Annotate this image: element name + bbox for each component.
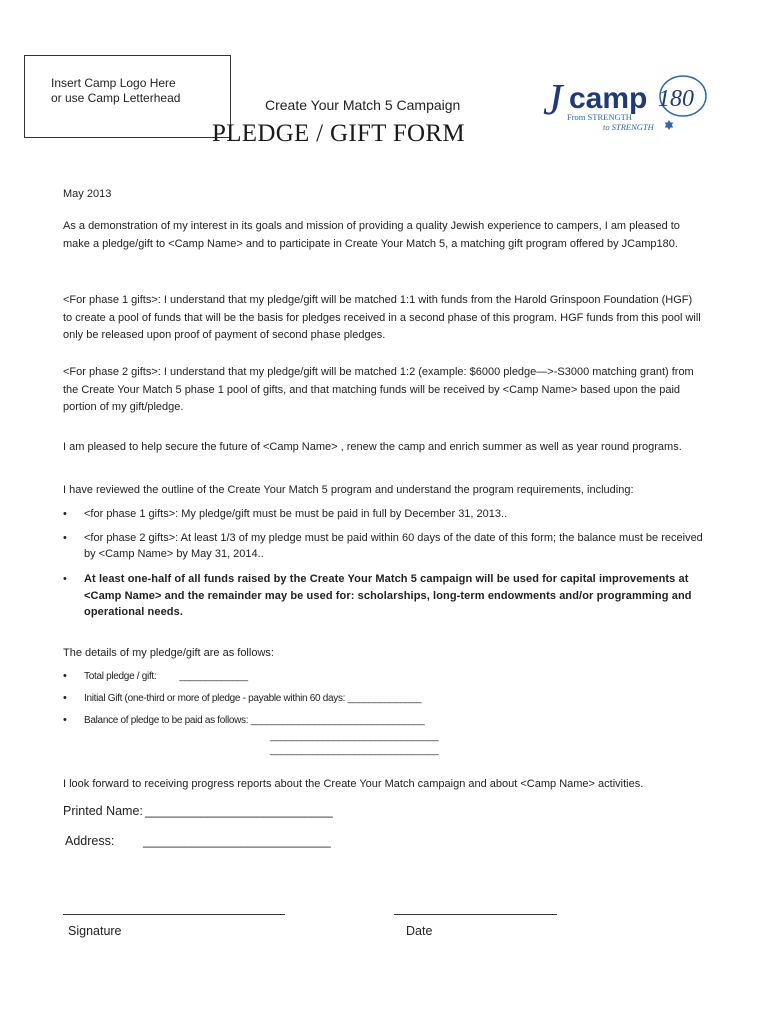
address-label: Address:	[65, 834, 115, 848]
bullet-icon: •	[63, 508, 67, 520]
logo-tagline-1: From STRENGTH	[567, 112, 632, 122]
balance-blank-line-3[interactable]: ________________________________	[270, 745, 439, 756]
bullet-icon: •	[63, 532, 67, 544]
requirement-text: <for phase 2 gifts>: At least 1/3 of my pledge must be paid within 60 days of the date of this form; the balance must be received by <Camp Name> by May 31, 2014..	[84, 532, 703, 560]
letter-date: May 2013	[63, 188, 112, 200]
jcamp180-logo-graphic	[533, 58, 719, 148]
requirement-item	[63, 530, 703, 562]
date-label: Date	[406, 924, 433, 938]
requirement-item	[63, 506, 703, 524]
jcamp180-logo	[533, 58, 719, 148]
address-field[interactable]: ___________________________	[143, 834, 331, 848]
detail-blank[interactable]: _____________	[179, 671, 248, 682]
printed-name-field[interactable]: ___________________________	[145, 804, 333, 818]
detail-label: Initial Gift (one-third or more of pledge - payable within 60 days:	[84, 693, 346, 704]
requirement-item	[63, 571, 703, 621]
detail-blank[interactable]: _________________________________	[250, 715, 425, 726]
detail-label: Total pledge / gift:	[84, 671, 157, 682]
secure-paragraph: I am pleased to help secure the future of <Camp Name> , renew the camp and enrich summer as well as year round programs.	[63, 441, 682, 453]
printed-name-label: Printed Name:	[63, 804, 143, 818]
requirement-text: <for phase 1 gifts>: My pledge/gift must be must be paid in full by December 31, 2013..	[84, 508, 508, 520]
logo-tagline-2: to STRENGTH	[603, 122, 654, 132]
logo-j: J	[543, 75, 563, 124]
form-title: PLEDGE / GIFT FORM	[212, 120, 465, 147]
detail-blank[interactable]: ______________	[347, 693, 422, 704]
intro-paragraph: As a demonstration of my interest in its goals and mission of providing a quality Jewish experience to campers, I am pleased to make a pledge/gift to <Camp Name> and to participate in Create Your Match 5, a matching gift program offered by JCamp180.	[63, 220, 680, 250]
detail-item-initial	[63, 690, 703, 708]
detail-item-total	[63, 668, 703, 686]
phase1-paragraph: <For phase 1 gifts>: I understand that my pledge/gift will be matched 1:1 with funds from the Harold Grinspoon Foundation (HGF) to create a pool of funds that will be the basis for pledges received in a second phase of this program. HGF funds from this pool will only be released upon proof of payment of second phase pledges.	[63, 294, 701, 341]
phase2-paragraph: <For phase 2 gifts>: I understand that my pledge/gift will be matched 1:2 (example: $6000 pledge—>-S3000 matching grant) from the Create Your Match 5 phase 1 pool of gifts, and that matching funds will be received by <Camp Name> based upon the paid portion of my gift/pledge.	[63, 366, 694, 413]
requirement-text-bold: At least one-half of all funds raised by the Create Your Match 5 campaign will be used for capital improvements at <Camp Name> and the remainder may be used for: scholarships, long-term endowments and/or programming and operational needs.	[84, 573, 692, 618]
bullet-icon: •	[63, 670, 67, 682]
logo-camp: camp	[569, 82, 648, 115]
bullet-icon: •	[63, 714, 67, 726]
detail-label: Balance of pledge to be paid as follows:	[84, 715, 249, 726]
logo-placeholder-text: Insert Camp Logo Here or use Camp Letterhead	[51, 76, 181, 105]
detail-item-balance	[63, 712, 703, 730]
title-wrapper	[0, 118, 530, 150]
balance-blank-line-2[interactable]: ________________________________	[270, 731, 439, 742]
date-line[interactable]	[394, 914, 557, 915]
bullet-icon: •	[63, 573, 67, 585]
star-of-david-icon	[665, 120, 674, 130]
reviewed-paragraph: I have reviewed the outline of the Create Your Match 5 program and understand the program requirements, including:	[63, 484, 634, 496]
bullet-icon: •	[63, 692, 67, 704]
campaign-subtitle: Create Your Match 5 Campaign	[265, 97, 461, 113]
logo-180: 180	[658, 86, 694, 112]
signature-line[interactable]	[63, 914, 285, 915]
signature-label: Signature	[68, 924, 122, 938]
forward-paragraph: I look forward to receiving progress reports about the Create Your Match campaign and about <Camp Name> activities.	[63, 778, 644, 790]
details-paragraph: The details of my pledge/gift are as follows:	[63, 647, 274, 659]
